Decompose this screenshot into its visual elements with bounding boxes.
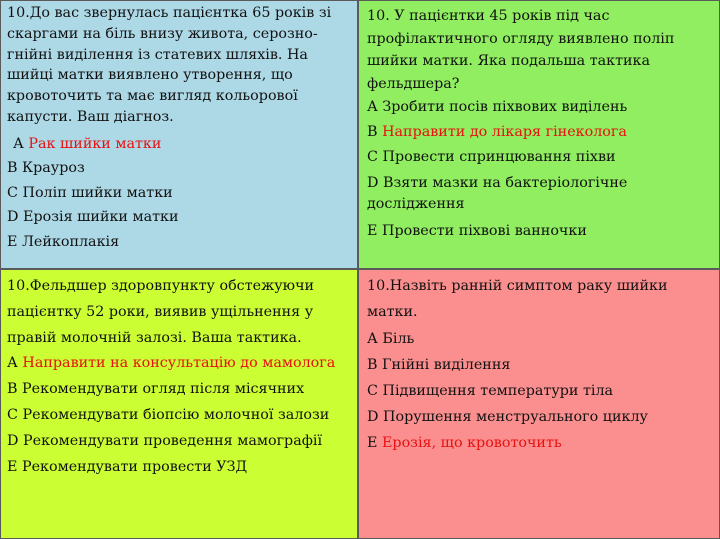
answer-a: А Зробити посів піхвових виділень	[367, 99, 628, 116]
correct-answer: Направити на консультацію до мамолога	[22, 355, 336, 372]
answer-list	[7, 132, 351, 255]
answer-list	[367, 326, 713, 456]
answer-b: В Гнійні виділення	[367, 356, 511, 373]
question-card-2	[358, 0, 720, 269]
answer-a	[7, 132, 351, 157]
answer-e	[367, 430, 713, 456]
answer-e: Е Провести піхвові ванночки	[367, 222, 587, 239]
answer-c: С Поліп шийки матки	[7, 184, 173, 201]
answer-b: В Рекомендувати огляд після місячних	[7, 381, 305, 398]
answer-d: D Взяти мазки на бактеріологічне дослідження	[367, 175, 628, 213]
answer-a	[7, 351, 351, 377]
answer-e: Е Рекомендувати провести УЗД	[7, 458, 248, 475]
answer-letter: А	[13, 135, 29, 152]
correct-answer: Рак шийки матки	[28, 135, 162, 152]
answer-letter: Е	[367, 434, 382, 451]
answer-c: С Підвищення температури тіла	[367, 382, 614, 399]
question-text: 10.До вас звернулась пацієнтка 65 років зі скаргами на біль внизу живота, серозно-гнійні виділення із статевих шляхів. На шийці матки виявлено утворення, що кровоточить та має вигляд кольорової капусти. Ваш діагноз.	[7, 5, 332, 125]
question-text: 10.Фельдшер здоровпункту обстежуючи пацієнтку 52 роки, виявив ущільнення у правій молочній залозі. Ваша тактика.	[7, 278, 315, 346]
question-card-4	[358, 269, 720, 539]
answer-e: Е Лейкоплакія	[7, 233, 120, 250]
answer-c: С Провести спринцювання піхви	[367, 149, 616, 166]
correct-answer: Ерозія, що кровоточить	[381, 434, 562, 451]
question-card-1	[0, 0, 358, 269]
answer-a: А Біль	[367, 330, 415, 347]
answer-d: D Ерозія шийки матки	[7, 209, 179, 226]
question-text: 10.Назвіть ранній симптом раку шийки матки.	[367, 278, 668, 320]
answer-b: В Крауроз	[7, 160, 85, 177]
answer-letter: А	[7, 355, 23, 372]
answer-list	[7, 351, 351, 480]
answer-list	[367, 95, 713, 244]
answer-d: D Рекомендувати проведення мамографії	[7, 432, 323, 449]
answer-letter: В	[367, 124, 383, 141]
answer-b	[367, 120, 713, 145]
question-text: 10. У пацієнтки 45 років під час профілактичного огляду виявлено поліп шийки матки. Яка подальша тактика фельдшера?	[367, 8, 675, 92]
question-card-3	[0, 269, 358, 539]
answer-d: D Порушення менструального циклу	[367, 408, 648, 425]
answer-c: С Рекомендувати біопсію молочної залози	[7, 406, 330, 423]
correct-answer: Направити до лікаря гінеколога	[382, 124, 627, 141]
